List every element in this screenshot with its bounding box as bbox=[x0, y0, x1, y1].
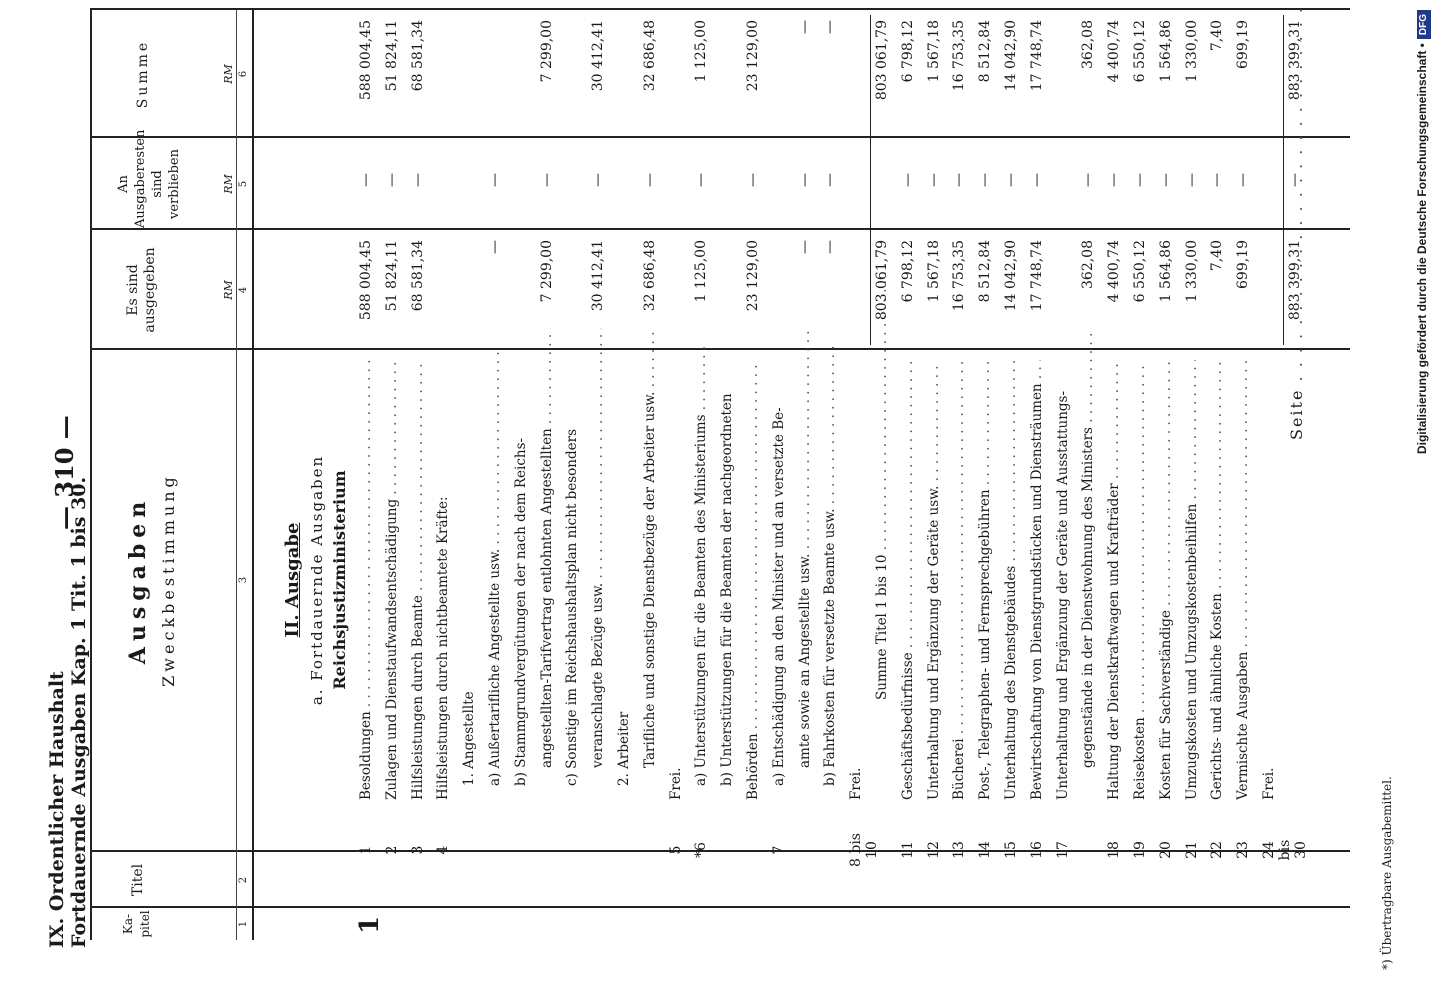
zweck-cell: Bewirtschaftung von Dienstgrundstücken und Diensträumen . . . bbox=[1029, 360, 1045, 800]
reste-cell: — bbox=[693, 173, 710, 187]
zweck-cell: c) Sonstige im Reichshaushaltsplan nicht besonders bbox=[564, 429, 581, 786]
table-row bbox=[1287, 0, 1307, 1000]
zweck-cell: Post-, Telegraphen- und Fernsprechgebühren . . . bbox=[977, 360, 993, 800]
zweck-cell: Reisekosten . . . bbox=[1132, 360, 1148, 800]
summe-cell: 1 567,18 bbox=[925, 20, 942, 83]
reste-cell: — bbox=[409, 173, 426, 187]
col-header-zweck: Zweckbestimmung bbox=[159, 473, 178, 687]
zweck-cell: Unterhaltung und Ergänzung der Geräte usw. . . . bbox=[926, 360, 942, 800]
col-number-6: 6 bbox=[238, 70, 249, 78]
zweck-cell: Besoldungen . . . bbox=[358, 360, 374, 800]
kapitel-number: 1 bbox=[355, 915, 385, 934]
zweck-cell: 1. Angestellte bbox=[461, 691, 478, 786]
sum-rule bbox=[1283, 15, 1284, 345]
summe-cell: 588 004,45 bbox=[358, 20, 374, 101]
summe-cell: — bbox=[796, 20, 813, 34]
zweck-cell: Haltung der Dienstkraftwagen und Krafträder . . . bbox=[1106, 360, 1122, 800]
summe-cell: 1 564,86 bbox=[1157, 20, 1174, 83]
table-row bbox=[797, 0, 817, 1000]
zweck-cell: b) Unterstützungen für die Beamten der nachgeordneten bbox=[719, 393, 736, 786]
summe-cell: 6 550,12 bbox=[1132, 20, 1148, 83]
titel-cell: 12 bbox=[925, 841, 942, 859]
col-header-summe: Summe bbox=[135, 39, 151, 109]
zweck-cell: Gerichts- und ähnliche Kosten . . . bbox=[1209, 360, 1225, 800]
titel-cell: 16 bbox=[1028, 841, 1045, 859]
zweck-cell: Tarifliche und sonstige Dienstbezüge der Arbeiter usw. . . . bbox=[642, 328, 658, 768]
zweck-cell: veranschlagte Bezüge usw. . . . bbox=[590, 328, 606, 768]
ausgegeben-cell: 883 399,31 bbox=[1286, 240, 1303, 321]
summe-cell: 6 798,12 bbox=[899, 20, 916, 83]
titel-cell: 4 bbox=[435, 845, 452, 855]
table-row bbox=[719, 0, 739, 1000]
summe-cell: 32 686,48 bbox=[641, 20, 658, 92]
titel-cell: 11 bbox=[899, 841, 916, 859]
table-top-border bbox=[90, 10, 92, 940]
col-header-ausgaben: Ausgaben bbox=[125, 495, 151, 665]
reste-cell: — bbox=[899, 173, 916, 187]
table-row bbox=[410, 0, 430, 1000]
titel-cell: 13 bbox=[951, 841, 968, 859]
table-row bbox=[358, 0, 378, 1000]
reste-cell: — bbox=[538, 173, 555, 187]
titel-cell: 1 bbox=[358, 845, 374, 855]
ausgegeben-cell: 30 412,41 bbox=[590, 240, 607, 312]
zweck-cell: gegenstände in der Dienstwohnung des Ministers . . . bbox=[1080, 328, 1096, 768]
footnote: *) Übertragbare Ausgabemittel. bbox=[1380, 776, 1394, 970]
table-row bbox=[951, 0, 971, 1000]
summe-cell: 8 512,84 bbox=[977, 20, 994, 83]
table-row bbox=[642, 0, 662, 1000]
reste-cell: — bbox=[977, 173, 994, 187]
zweck-cell: Bücherei . . . bbox=[951, 360, 967, 800]
table-row bbox=[1235, 0, 1255, 1000]
summe-cell: 362,08 bbox=[1080, 20, 1097, 69]
titel-cell: 20 bbox=[1157, 841, 1174, 859]
table-row bbox=[977, 0, 997, 1000]
reste-cell: — bbox=[1209, 173, 1226, 187]
unit-col5: RM bbox=[222, 174, 235, 194]
zweck-cell: Unterhaltung des Dienstgebäudes . . . bbox=[1003, 360, 1019, 800]
table-row bbox=[874, 0, 894, 1000]
ausgegeben-cell: 17 748,74 bbox=[1028, 240, 1045, 312]
table-row bbox=[1029, 0, 1049, 1000]
reste-cell: — bbox=[1235, 173, 1252, 187]
titel-cell: 17 bbox=[1054, 841, 1071, 859]
dfg-logo: DFG bbox=[1417, 10, 1431, 39]
col-number-5: 5 bbox=[238, 180, 249, 188]
zweck-cell: 2. Arbeiter bbox=[616, 711, 632, 786]
titel-cell: 2 bbox=[383, 845, 400, 855]
table-row bbox=[1003, 0, 1023, 1000]
header-title: IX. Ordentlicher Haushalt bbox=[46, 671, 68, 948]
summe-cell: 699,19 bbox=[1235, 20, 1252, 69]
reste-cell: — bbox=[1080, 173, 1097, 187]
unit-col6: RM bbox=[222, 64, 235, 84]
reste-cell: — bbox=[1106, 173, 1123, 187]
titel-cell: 18 bbox=[1106, 841, 1123, 859]
table-row bbox=[513, 0, 533, 1000]
zweck-cell: Hilfsleistungen durch nichtbeamtete Kräfte: bbox=[435, 496, 452, 800]
summe-cell: 51 824,11 bbox=[383, 20, 400, 92]
table-row bbox=[487, 0, 507, 1000]
ausgegeben-cell: 1 330,00 bbox=[1183, 240, 1200, 303]
table-row bbox=[1132, 0, 1152, 1000]
ausgegeben-cell: — bbox=[487, 240, 503, 254]
ausgegeben-cell: 16 753,35 bbox=[951, 240, 968, 312]
zweck-cell: b) Fahrkosten für versetzte Beamte usw. . . . bbox=[822, 346, 838, 786]
reste-cell: — bbox=[951, 173, 968, 187]
ausgegeben-cell: — bbox=[796, 240, 813, 254]
col-number-divider bbox=[236, 10, 237, 940]
zweck-cell: Vermischte Ausgaben . . . bbox=[1235, 360, 1251, 800]
summe-cell: 17 748,74 bbox=[1028, 20, 1045, 92]
titel-cell: 7 bbox=[770, 845, 787, 855]
zweck-cell: a) Unterstützungen für die Beamten des Ministeriums . . . bbox=[693, 346, 709, 786]
zweck-cell: Summe Titel 1 bis 10 . . . bbox=[874, 260, 890, 700]
digitization-text: Digitalisierung gefördert durch die Deutsche Forschungsgemeinschaft • bbox=[1415, 43, 1429, 455]
reste-cell: — bbox=[1286, 173, 1303, 187]
col-number-4: 4 bbox=[238, 286, 249, 294]
reste-cell: — bbox=[1132, 173, 1148, 187]
titel-cell: 21 bbox=[1183, 841, 1200, 859]
table-row bbox=[822, 0, 842, 1000]
summe-cell: 1 125,00 bbox=[693, 20, 710, 83]
zweck-cell: Frei. bbox=[667, 767, 684, 800]
reste-cell: — bbox=[1003, 173, 1019, 187]
table-row bbox=[900, 0, 920, 1000]
table-row bbox=[668, 0, 688, 1000]
table-row bbox=[384, 0, 404, 1000]
table-row bbox=[435, 0, 455, 1000]
ausgegeben-cell: 362,08 bbox=[1080, 240, 1097, 289]
table-row bbox=[745, 0, 765, 1000]
table-row bbox=[693, 0, 713, 1000]
summe-cell: 1 330,00 bbox=[1183, 20, 1200, 83]
summe-cell: 16 753,35 bbox=[951, 20, 968, 92]
reste-cell: — bbox=[796, 173, 813, 187]
section-sub: a. Fortdauernde Ausgaben bbox=[308, 454, 326, 706]
ausgegeben-cell: 6 798,12 bbox=[899, 240, 916, 303]
col-header-reste: An Ausgaberesten sind verblieben bbox=[116, 129, 182, 228]
ausgegeben-cell: 6 550,12 bbox=[1132, 240, 1148, 303]
summe-cell: — bbox=[822, 20, 839, 34]
titel-cell: 15 bbox=[1003, 841, 1019, 859]
summe-cell: 7 299,00 bbox=[538, 20, 555, 83]
reste-cell: — bbox=[1028, 173, 1045, 187]
table-row bbox=[848, 0, 881, 1000]
titel-cell: 19 bbox=[1132, 841, 1148, 859]
col-header-kapitel: Ka- pitel bbox=[121, 910, 152, 938]
titel-cell: 14 bbox=[977, 841, 994, 859]
titel-cell: 3 bbox=[409, 845, 426, 855]
zweck-cell: Kosten für Sachverständige . . . bbox=[1158, 360, 1174, 800]
table-row bbox=[616, 0, 636, 1000]
reste-cell: — bbox=[745, 173, 761, 187]
ausgegeben-cell: 51 824,11 bbox=[383, 240, 400, 312]
zweck-cell: Seite . . . bbox=[1287, 0, 1306, 440]
ausgegeben-cell: 7,40 bbox=[1209, 240, 1226, 272]
ausgegeben-cell: 23 129,00 bbox=[745, 240, 761, 312]
titel-cell: 8 bis 10 bbox=[848, 833, 881, 867]
summe-cell: 7,40 bbox=[1209, 20, 1226, 52]
reste-cell: — bbox=[1183, 173, 1200, 187]
page-number: — 310 — bbox=[50, 415, 79, 530]
titel-cell: 23 bbox=[1235, 841, 1252, 859]
zweck-cell: Zulagen und Dienstaufwandsentschädigung . . . bbox=[384, 360, 400, 800]
zweck-cell: Hilfsleistungen durch Beamte . . . bbox=[410, 360, 426, 800]
ausgegeben-cell: 1 567,18 bbox=[925, 240, 942, 303]
table-row bbox=[1209, 0, 1229, 1000]
sum-rule bbox=[870, 15, 871, 345]
ausgegeben-cell: 4 400,74 bbox=[1106, 240, 1123, 303]
table-row bbox=[1055, 0, 1075, 1000]
table-row bbox=[1184, 0, 1204, 1000]
col-number-2: 2 bbox=[238, 876, 249, 884]
zweck-cell: Behörden . . . bbox=[745, 360, 761, 800]
summe-cell: 803 061,79 bbox=[874, 20, 890, 101]
zweck-cell: Frei. bbox=[848, 767, 865, 800]
summe-cell: 68 581,34 bbox=[409, 20, 426, 92]
ausgegeben-cell: 7 299,00 bbox=[538, 240, 555, 303]
col-number-1: 1 bbox=[238, 920, 249, 928]
zweck-cell: Unterhaltung und Ergänzung der Geräte und Ausstattungs- bbox=[1054, 390, 1071, 800]
zweck-cell: Umzugskosten und Umzugskostenbeihilfen . . . bbox=[1184, 360, 1200, 800]
ausgegeben-cell: 68 581,34 bbox=[409, 240, 426, 312]
zweck-cell: Frei. bbox=[1261, 767, 1277, 800]
header-subtitle: Fortdauernde Ausgaben Kap. 1 Tit. 1 bis 30. bbox=[68, 476, 90, 948]
col-header-titel: Titel bbox=[130, 863, 146, 897]
reste-cell: — bbox=[358, 173, 374, 187]
col-number-3: 3 bbox=[238, 576, 249, 584]
summe-cell: 4 400,74 bbox=[1106, 20, 1123, 83]
table-row bbox=[564, 0, 584, 1000]
ausgegeben-cell: — bbox=[822, 240, 839, 254]
ausgegeben-cell: 8 512,84 bbox=[977, 240, 994, 303]
section-ministry: Reichsjustizministerium bbox=[330, 470, 349, 690]
digitization-note bbox=[1412, 10, 1432, 990]
titel-cell: 22 bbox=[1209, 841, 1226, 859]
zweck-cell: Geschäftsbedürfnisse . . . bbox=[900, 360, 916, 800]
summe-cell: 14 042,90 bbox=[1003, 20, 1019, 92]
ausgegeben-cell: 699,19 bbox=[1235, 240, 1252, 289]
ausgegeben-cell: 1 125,00 bbox=[693, 240, 710, 303]
table-row bbox=[1106, 0, 1126, 1000]
titel-cell: 24 bis 30 bbox=[1261, 839, 1309, 861]
table-row bbox=[461, 0, 481, 1000]
ausgegeben-cell: 588 004,45 bbox=[358, 240, 374, 321]
table-row bbox=[539, 0, 559, 1000]
table-row bbox=[771, 0, 791, 1000]
zweck-cell: angestellten-Tarifvertrag entlohnten Angestellten . . . bbox=[539, 328, 555, 768]
zweck-cell: a) Entschädigung an den Minister und an versetzte Be- bbox=[770, 407, 787, 786]
summe-cell: 30 412,41 bbox=[590, 20, 607, 92]
ausgegeben-cell: 1 564,86 bbox=[1157, 240, 1174, 303]
section-part: II. Ausgabe bbox=[282, 522, 303, 638]
reste-cell: — bbox=[487, 173, 503, 187]
table-row bbox=[926, 0, 946, 1000]
zweck-cell: amte sowie an Angestellte usw. . . . bbox=[797, 328, 813, 768]
reste-cell: — bbox=[590, 173, 607, 187]
table-header-bottom-border bbox=[252, 10, 254, 940]
reste-cell: — bbox=[925, 173, 942, 187]
titel-cell: 5 bbox=[667, 845, 684, 855]
ausgegeben-cell: 14 042,90 bbox=[1003, 240, 1019, 312]
reste-cell: — bbox=[1157, 173, 1174, 187]
summe-cell: 883 399,31 bbox=[1286, 20, 1303, 101]
zweck-cell: a) Außertarifliche Angestellte usw. . . . bbox=[487, 346, 503, 786]
reste-cell: — bbox=[383, 173, 400, 187]
unit-col4: RM bbox=[222, 280, 235, 300]
ausgegeben-cell: 32 686,48 bbox=[641, 240, 658, 312]
titel-cell: *6 bbox=[693, 842, 710, 858]
table-row bbox=[590, 0, 610, 1000]
table-row bbox=[1080, 0, 1100, 1000]
ausgegeben-cell: 803 061,79 bbox=[874, 240, 890, 321]
table-row bbox=[1158, 0, 1178, 1000]
reste-cell: — bbox=[641, 173, 658, 187]
zweck-cell: b) Stammgrundvergütungen der nach dem Reichs- bbox=[512, 437, 529, 786]
reste-cell: — bbox=[822, 173, 839, 187]
col-header-ausgegeben: Es sind ausgegeben bbox=[125, 247, 158, 333]
summe-cell: 23 129,00 bbox=[745, 20, 761, 92]
